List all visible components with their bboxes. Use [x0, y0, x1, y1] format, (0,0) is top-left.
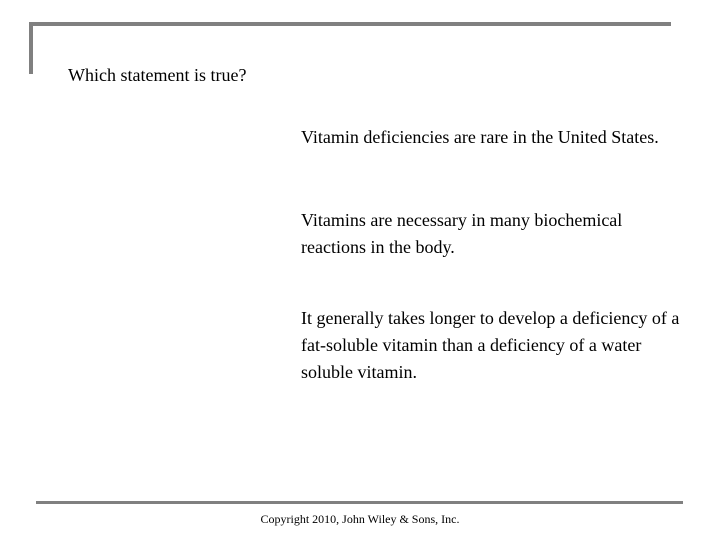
answer-option-2[interactable]: Vitamins are necessary in many biochemical reactions in the body. [301, 210, 623, 257]
question-title: Which statement is true? [68, 65, 247, 85]
footer-divider [36, 501, 683, 504]
answer-option-3[interactable]: It generally takes longer to develop a deficiency of a fat-soluble vitamin than a deficiency of a water soluble vitamin. [301, 308, 680, 382]
copyright-notice: Copyright 2010, John Wiley & Sons, Inc. [260, 512, 460, 526]
frame-top-border [29, 22, 671, 26]
answer-option-1[interactable]: Vitamin deficiencies are rare in the United States. [301, 127, 659, 147]
frame-left-border [29, 22, 33, 74]
